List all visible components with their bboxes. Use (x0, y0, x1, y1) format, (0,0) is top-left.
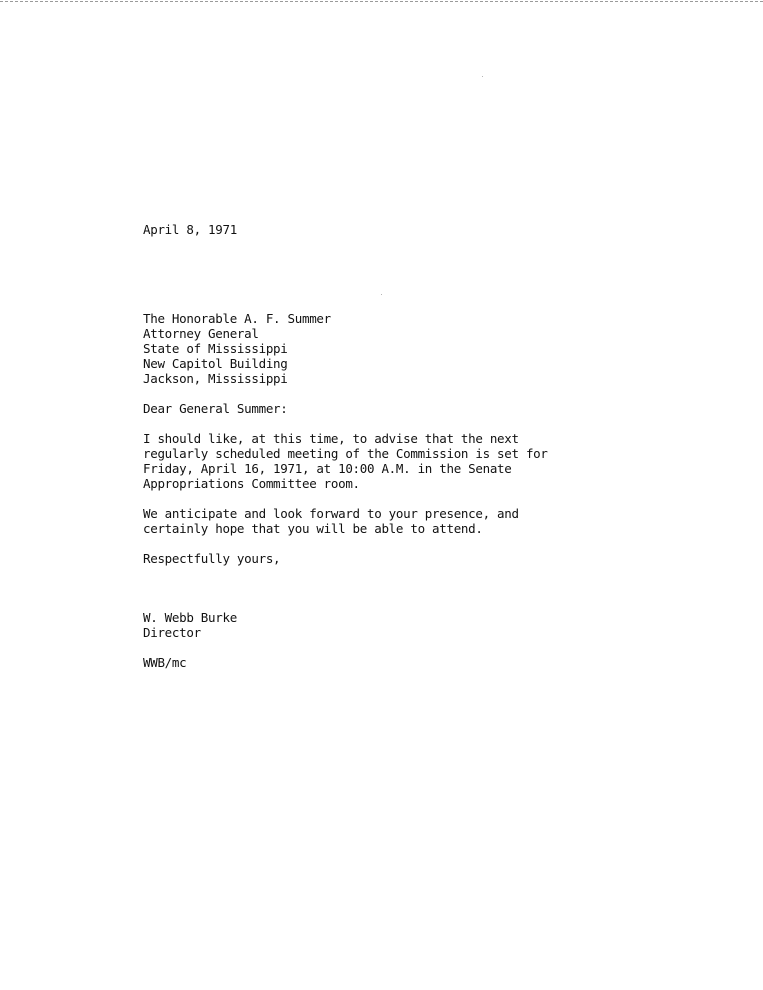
address-line: State of Mississippi (143, 341, 288, 356)
paragraph-line: Appropriations Committee room. (143, 476, 360, 491)
address-line: The Honorable A. F. Summer (143, 311, 331, 326)
paragraph-line: Friday, April 16, 1971, at 10:00 A.M. in the Senate (143, 461, 512, 476)
paragraph-line: regularly scheduled meeting of the Commission is set for (143, 446, 548, 461)
signer-title: Director (143, 625, 201, 640)
body-paragraph-1 (143, 431, 743, 491)
address-line: Jackson, Mississippi (143, 371, 288, 386)
paragraph-line: We anticipate and look forward to your presence, and (143, 506, 519, 521)
page-top-edge (0, 1, 763, 2)
reference-initials: WWB/mc (143, 655, 187, 670)
scan-speck (482, 76, 483, 77)
letter-body (143, 222, 743, 670)
signer-name: W. Webb Burke (143, 610, 237, 625)
address-line: Attorney General (143, 326, 259, 341)
complimentary-close: Respectfully yours, (143, 551, 281, 566)
body-paragraph-2 (143, 506, 743, 536)
recipient-address-block (143, 311, 743, 386)
signature-block (143, 610, 743, 640)
paragraph-line: I should like, at this time, to advise that the next (143, 431, 519, 446)
letter-date: April 8, 1971 (143, 222, 237, 237)
salutation: Dear General Summer: (143, 401, 288, 416)
paragraph-line: certainly hope that you will be able to attend. (143, 521, 483, 536)
address-line: New Capitol Building (143, 356, 288, 371)
